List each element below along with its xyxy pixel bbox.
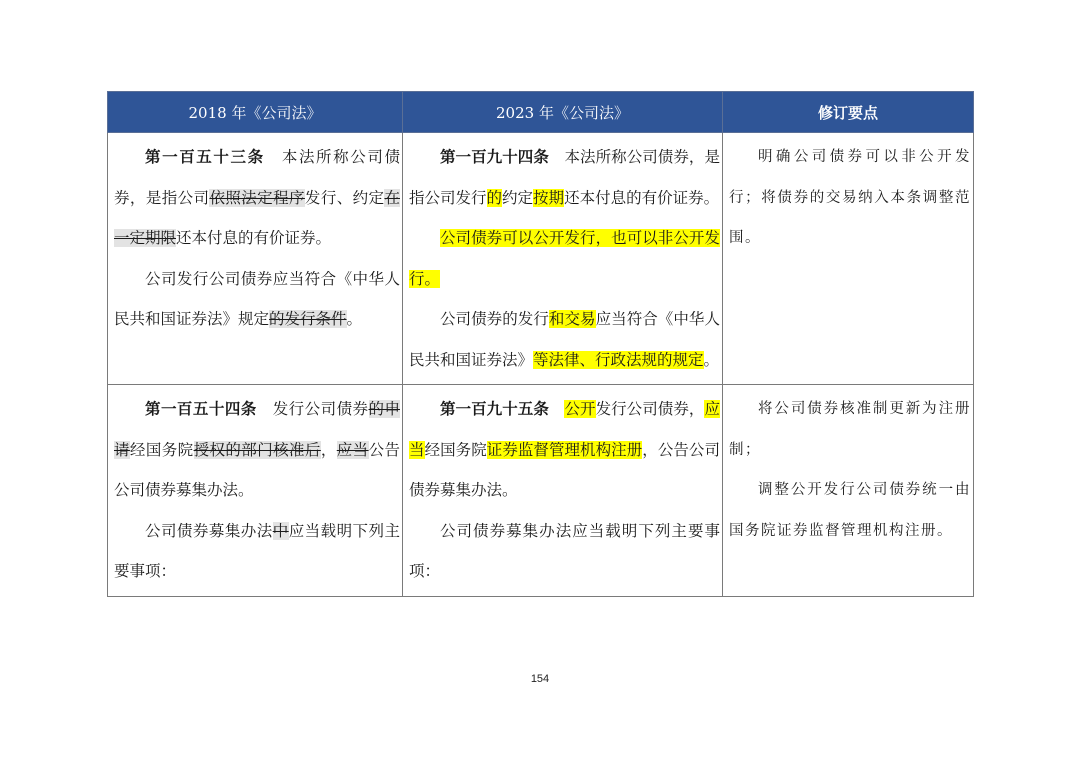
table-row [108, 133, 974, 385]
deleted-text: 中 [272, 521, 289, 540]
cell-revision-note-1 [723, 133, 974, 385]
spacer [549, 148, 565, 166]
cell-2023-article-195 [403, 385, 723, 597]
text-run: 应当符合《中华人民共和国证券法》 [409, 310, 720, 369]
text-run: 发行、约定 [304, 188, 385, 207]
article-number: 第一百五十三条 [145, 147, 265, 166]
deleted-text: 应当 [336, 440, 369, 459]
spacer [549, 400, 565, 418]
cell-revision-note-2 [723, 385, 974, 597]
text-run: 经国务院 [424, 440, 487, 459]
deleted-text: 的发行条件 [269, 310, 347, 328]
paragraph: 将公司债券核准制更新为注册制； [729, 401, 971, 458]
highlighted-text: 按期 [533, 188, 565, 207]
paragraph [114, 137, 400, 259]
text-run: 还本付息的有价证券。 [564, 188, 720, 207]
cell-2018-article-153 [108, 133, 403, 385]
text-run: 发行公司债券 [272, 400, 369, 418]
table-header-row [108, 92, 974, 133]
text-run: 公司发行公司债券应当符合《中华人民共和国证券法》规定 [114, 269, 400, 328]
text-run: 还本付息的有价证券。 [176, 229, 332, 247]
highlighted-text: 应当 [409, 400, 720, 459]
highlighted-text: 的 [486, 188, 503, 207]
text-run: ，公告公司债券募集办法。 [409, 440, 720, 499]
spacer [265, 148, 282, 166]
deleted-text: 授权的部门核准后 [193, 440, 321, 459]
text-run: 公司债券募集办法 [145, 521, 273, 540]
paragraph: 调整公开发行公司债券统一由国务院证券监督管理机构注册。 [729, 482, 971, 539]
highlighted-text: 公开 [564, 400, 596, 418]
text-run: 。 [703, 350, 720, 369]
highlighted-text: 证券监督管理机构注册 [486, 440, 643, 459]
paragraph [409, 389, 720, 511]
comparison-table [107, 91, 974, 597]
deleted-text: 在一定期限 [114, 188, 400, 247]
highlighted-text: 和交易 [548, 310, 596, 328]
paragraph [409, 511, 720, 592]
paragraph: 明确公司债券可以非公开发行；将债券的交易纳入本条调整范围。 [729, 149, 971, 246]
cell-2018-article-154 [108, 385, 403, 597]
text-run: 公司债券的发行 [440, 310, 549, 328]
article-number: 第一百九十五条 [440, 399, 549, 418]
header-revision-points: 修订要点 [723, 92, 974, 133]
text-run: 公告公司债券募集办法。 [114, 440, 400, 499]
paragraph [409, 137, 720, 218]
highlighted-text: 等法律、行政法规的规定 [533, 350, 704, 369]
table-row [108, 385, 974, 597]
text-run: 约定 [502, 188, 534, 207]
highlighted-text: 公司债券可以公开发行，也可以非公开发行。 [409, 229, 720, 288]
deleted-text: 依照法定程序 [209, 188, 305, 207]
text-run: ， [320, 440, 337, 459]
text-run: 发行公司债券， [595, 400, 705, 418]
text-run: 应当载明下列主要事项： [114, 521, 400, 580]
cell-2023-article-194 [403, 133, 723, 385]
paragraph [114, 259, 400, 340]
paragraph [409, 299, 720, 380]
page-number: 154 [530, 673, 550, 685]
spacer [257, 400, 273, 418]
paragraph [114, 511, 400, 592]
header-2023-law: 2023 年《公司法》 [403, 92, 723, 133]
header-2018-law: 2018 年《公司法》 [108, 92, 403, 133]
deleted-text: 的申请 [114, 400, 400, 459]
text-run: 本法所称公司债券，是指公司发行 [409, 148, 720, 207]
text-run: 经国务院 [129, 440, 194, 459]
text-run: 本法所称公司债券，是指公司 [114, 148, 400, 207]
text-run: 公司债券募集办法应当载明下列主要事项： [409, 521, 720, 580]
paragraph [409, 218, 720, 299]
article-number: 第一百九十四条 [440, 147, 549, 166]
paragraph [114, 389, 400, 511]
text-run: 。 [346, 310, 363, 328]
article-number: 第一百五十四条 [145, 399, 257, 418]
